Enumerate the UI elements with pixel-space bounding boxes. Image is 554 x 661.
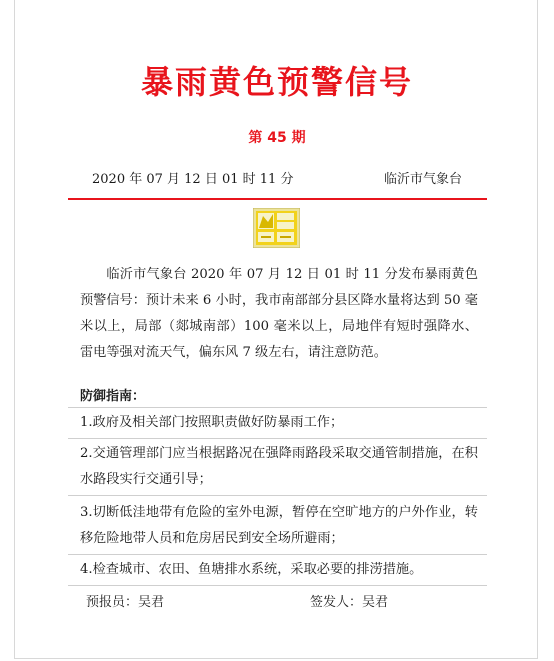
document-title: 暴雨黄色预警信号 xyxy=(140,63,413,101)
guideline-item: 4.检查城市、农田、鱼塘排水系统，采取必要的排涝措施。 xyxy=(80,562,423,577)
guideline-item: 2.交通管理部门应当根据路况在强降雨路段采取交通管制措施，在积水路段实行交通引导； xyxy=(80,446,478,487)
issued-time: 2020 年 07 月 12 日 01 时 11 分 xyxy=(92,172,294,187)
divider xyxy=(68,554,487,555)
warning-body: 临沂市气象台 2020 年 07 月 12 日 01 时 11 分发布暴雨黄色预警信号：预计未来 6 小时，我市南部部分县区降水量将达到 50 毫米以上，局部（郯城南部）100 毫米以上，局地伴有短时强降水、雷电等强对流天气，偏东风 7 级左右，请注意防范。 xyxy=(80,267,478,360)
rainstorm-yellow-warning-icon xyxy=(253,208,300,248)
divider xyxy=(68,495,487,496)
forecaster-label: 预报员：吴君 xyxy=(86,595,165,610)
divider xyxy=(68,407,487,408)
guidelines-heading: 防御指南： xyxy=(80,389,146,404)
issuer: 临沂市气象台 xyxy=(383,172,462,187)
issue-number: 第 45 期 xyxy=(248,130,306,146)
guideline-item: 3.切断低洼地带有危险的室外电源，暂停在空旷地方的户外作业，转移危险地带人员和危房居民到安全场所避雨； xyxy=(80,505,478,546)
divider xyxy=(68,585,487,586)
red-divider xyxy=(68,198,487,200)
divider xyxy=(68,438,487,439)
signer-label: 签发人：吴君 xyxy=(310,595,389,610)
guideline-item: 1.政府及相关部门按照职责做好防暴雨工作； xyxy=(80,415,344,430)
